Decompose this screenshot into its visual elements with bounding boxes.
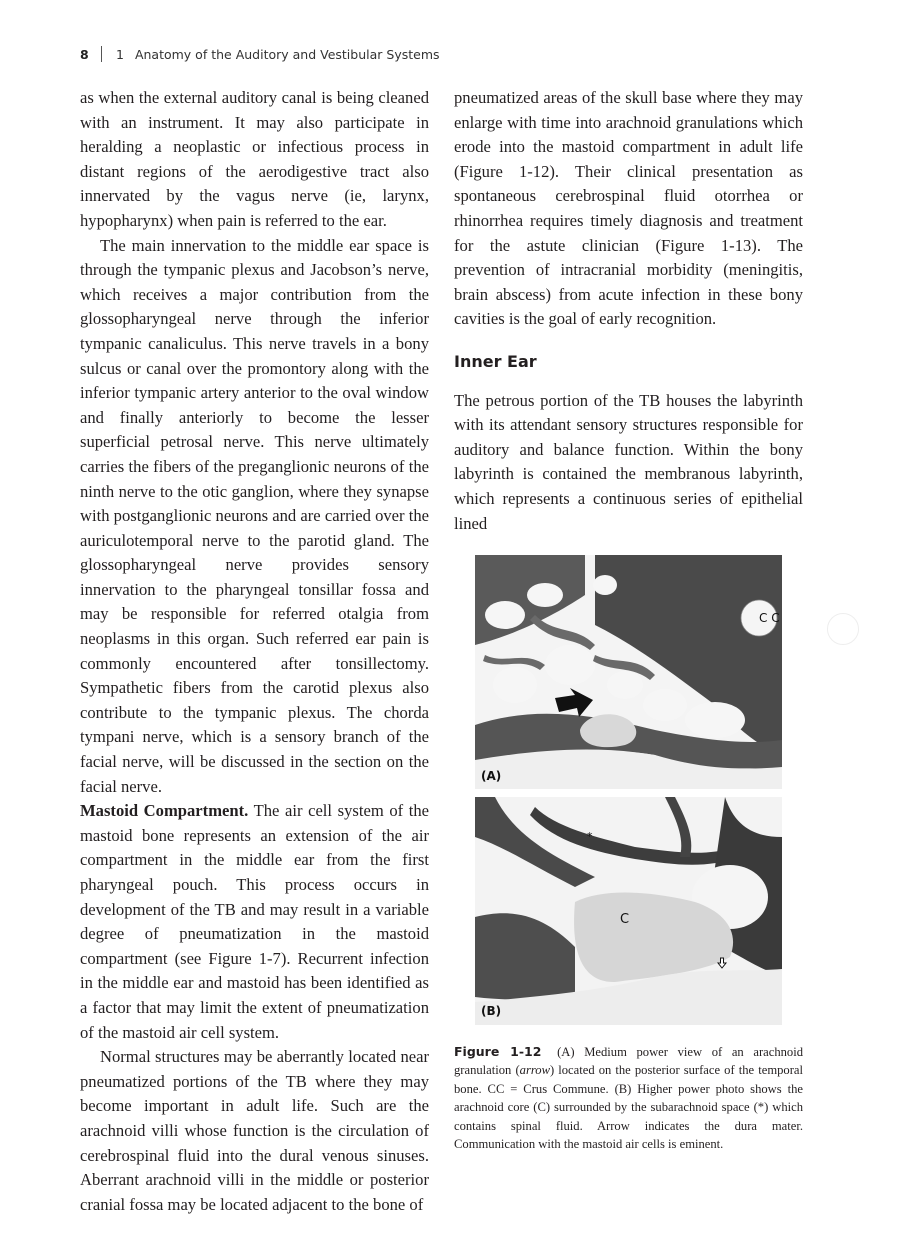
- run-in-heading: Mastoid Compartment.: [80, 801, 249, 821]
- chapter-title: Anatomy of the Auditory and Vestibular Systems: [134, 46, 440, 62]
- paragraph: Normal structures may be aberrantly located near pneumatized portions of the TB where they may become important in adult life. Such are the arachnoid villi whose function is the circulation of cerebrospinal fluid into the dural venous sinuses. Aberrant arachnoid villi in the middle or posterior cranial fossa may be located adjacent to the bone of: [80, 1047, 429, 1214]
- header-divider: [101, 46, 102, 62]
- caption-text: (A) Medium power view of an arachnoid granulation (: [454, 1045, 804, 1078]
- caption-text: ) located on the posterior surface of the temporal bone. CC = Crus Commune. (B) Higher power photo shows the arachnoid core (C) surrounded by the subarachnoid space (*) which contains spinal fluid. Arrow indicates the dura mater. Communication with the mastoid air cells is eminent.: [454, 1063, 803, 1152]
- histology-image-a: [475, 555, 782, 789]
- paragraph: [80, 799, 429, 1045]
- figure-number: Figure 1-12: [454, 1044, 542, 1059]
- arachnoid-core-label: C: [620, 912, 630, 927]
- caption-italic: arrow: [519, 1063, 550, 1078]
- figure-caption: [454, 1043, 803, 1153]
- paragraph: as when the external auditory canal is being cleaned with an instrument. It may also participate in heralding a neoplastic or infectious process in distant regions of the aerodigestive tract also innervated by the vagus nerve (ie, larynx, hypopharynx) when pain is referred to the ear.: [80, 88, 429, 230]
- left-column: [80, 86, 429, 1217]
- crus-commune-label: C C: [759, 611, 780, 625]
- paragraph: The main innervation to the middle ear space is through the tympanic plexus and Jacobson’s nerve, which receives a major contribution from the glossopharyngeal nerve through the inferior tympanic canaliculus. This nerve travels in a bony sulcus or canal over the promontory along with the inferior tympanic artery anterior to the oval window and finally anteriorly to become the lesser superficial petrosal nerve. This nerve ultimately carries the fibers of the preganglionic neurons of the ninth nerve to the otic ganglion, where they synapse with postganglionic neurons and are carried over the auriculotemporal nerve to the parotid gland. The glossopharyngeal nerve provides sensory innervation to the pharyngeal tonsillar fossa and may be responsible for referred otalgia from neoplasms in this organ. Such referred ear pain is commonly encountered after tonsillectomy. Sympathetic fibers from the carotid plexus also contribute to the tympanic plexus. The chorda tympani nerve, which is a sensory branch of the facial nerve, will be discussed in the section on the facial nerve.: [80, 235, 429, 796]
- figure-panel-b: [475, 797, 782, 1025]
- paragraph: The petrous portion of the TB houses the labyrinth with its attendant sensory structures responsible for auditory and balance function. Within the bony labyrinth is contained the membranous labyrinth, which represents a continuous series of epithelial lined: [454, 390, 803, 533]
- right-column: [454, 86, 803, 536]
- figure-panel-a: [475, 555, 782, 789]
- running-header: [80, 46, 440, 62]
- section-heading: Inner Ear: [454, 351, 537, 371]
- page-number: 8: [80, 46, 89, 62]
- panel-b-label: (B): [481, 1004, 502, 1018]
- histology-image-b: [475, 797, 782, 1025]
- paragraph: pneumatized areas of the skull base where they may enlarge with time into arachnoid granulations which erode into the mastoid compartment in adult life (Figure 1-12). Their clinical presentation as spontaneous cerebrospinal fluid otorrhea or rhinorrhea requires timely diagnosis and treatment for the astute clinician (Figure 1-13). The prevention of intracranial morbidity (meningitis, brain abscess) from acute infection in these bony cavities is the goal of early recognition.: [454, 88, 803, 329]
- subarachnoid-space-label: *: [587, 830, 593, 843]
- paragraph-text: The air cell system of the mastoid bone represents an extension of the air compartment in the middle ear from the first pharyngeal pouch. This process occurs in development of the TB and may result in a variable degree of pneumatization in the mastoid compartment (see Figure 1-7). Recurrent infection in the middle ear and mastoid has been identified as a factor that may limit the extent of pneumatization of the mastoid air cell system.: [80, 801, 430, 1042]
- panel-a-label: (A): [481, 769, 502, 783]
- chapter-number: 1: [116, 46, 124, 62]
- watermark-logo-icon: [827, 613, 859, 645]
